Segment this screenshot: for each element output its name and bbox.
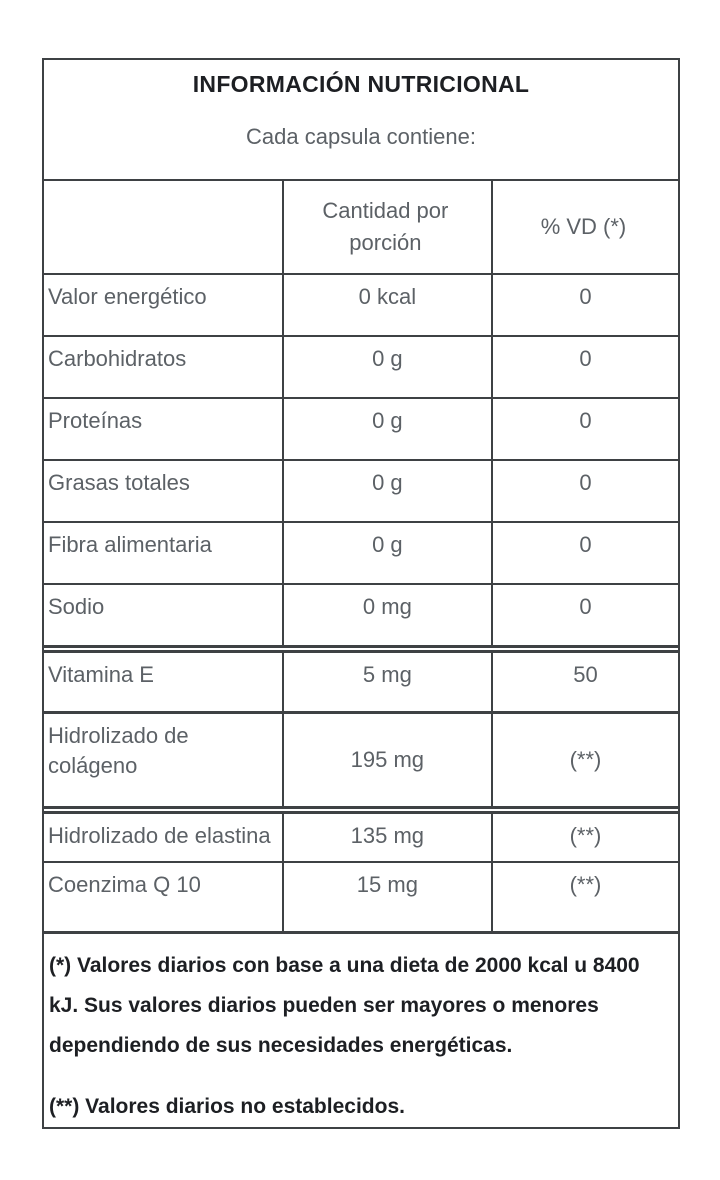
nutrient-name: Fibra alimentaria <box>48 532 212 557</box>
nutrient-name: Proteínas <box>48 408 143 433</box>
nutrient-rows <box>44 273 678 931</box>
table-row <box>44 335 678 397</box>
label-title: INFORMACIÓN NUTRICIONAL <box>192 71 530 97</box>
nutrient-name: Valor energético <box>48 284 207 309</box>
header-empty-cell <box>44 181 282 273</box>
footnote-not-established: (**) Valores diarios no establecidos. <box>49 1095 405 1118</box>
table-row <box>44 806 678 861</box>
nutrient-vd: 0 <box>491 461 678 521</box>
nutrient-vd: 50 <box>491 653 678 711</box>
nutrient-amount: 0 mg <box>282 585 491 645</box>
footnotes-section <box>44 931 678 1127</box>
nutrient-amount: 0 g <box>282 337 491 397</box>
nutrient-amount: 135 mg <box>282 814 491 861</box>
header-vd-cell <box>491 181 678 273</box>
table-row <box>44 711 678 806</box>
table-row <box>44 861 678 931</box>
table-header-row <box>44 179 678 273</box>
nutrient-vd: 0 <box>491 275 678 335</box>
table-row <box>44 583 678 645</box>
nutrition-facts-panel <box>42 58 680 1129</box>
nutrient-name: Vitamina E <box>48 662 154 687</box>
nutrient-vd: 0 <box>491 399 678 459</box>
nutrient-vd: 0 <box>491 523 678 583</box>
nutrient-amount: 0 g <box>282 461 491 521</box>
nutrient-vd: 0 <box>491 585 678 645</box>
header-amount-label: Cantidad por porción <box>322 198 449 255</box>
footnote-daily-values: (*) Valores diarios con base a una dieta de 2000 kcal u 8400 kJ. Sus valores diarios pueden ser mayores o menores dependiendo de sus necesidades energéticas. <box>49 954 640 1057</box>
nutrient-name: Carbohidratos <box>48 346 187 371</box>
nutrient-amount: 5 mg <box>282 653 491 711</box>
nutrient-vd: (**) <box>491 714 678 806</box>
table-row <box>44 273 678 335</box>
nutrient-name: Hidrolizado de colágeno <box>48 723 189 778</box>
nutrient-name: Hidrolizado de elastina <box>48 823 271 848</box>
table-row <box>44 397 678 459</box>
title-block <box>44 60 678 179</box>
nutrient-amount: 195 mg <box>282 714 491 806</box>
label-subtitle: Cada capsula contiene: <box>246 124 476 149</box>
nutrient-vd: 0 <box>491 337 678 397</box>
nutrient-name: Grasas totales <box>48 470 190 495</box>
nutrient-amount: 15 mg <box>282 863 491 931</box>
header-amount-cell <box>282 181 491 273</box>
nutrient-name: Coenzima Q 10 <box>48 872 201 897</box>
nutrient-amount: 0 g <box>282 399 491 459</box>
table-row <box>44 459 678 521</box>
header-vd-label: % VD (*) <box>540 214 627 239</box>
nutrient-amount: 0 g <box>282 523 491 583</box>
nutrient-name: Sodio <box>48 594 105 619</box>
nutrient-vd: (**) <box>491 863 678 931</box>
nutrient-amount: 0 kcal <box>282 275 491 335</box>
table-row <box>44 521 678 583</box>
nutrient-vd: (**) <box>491 814 678 861</box>
table-row <box>44 645 678 711</box>
